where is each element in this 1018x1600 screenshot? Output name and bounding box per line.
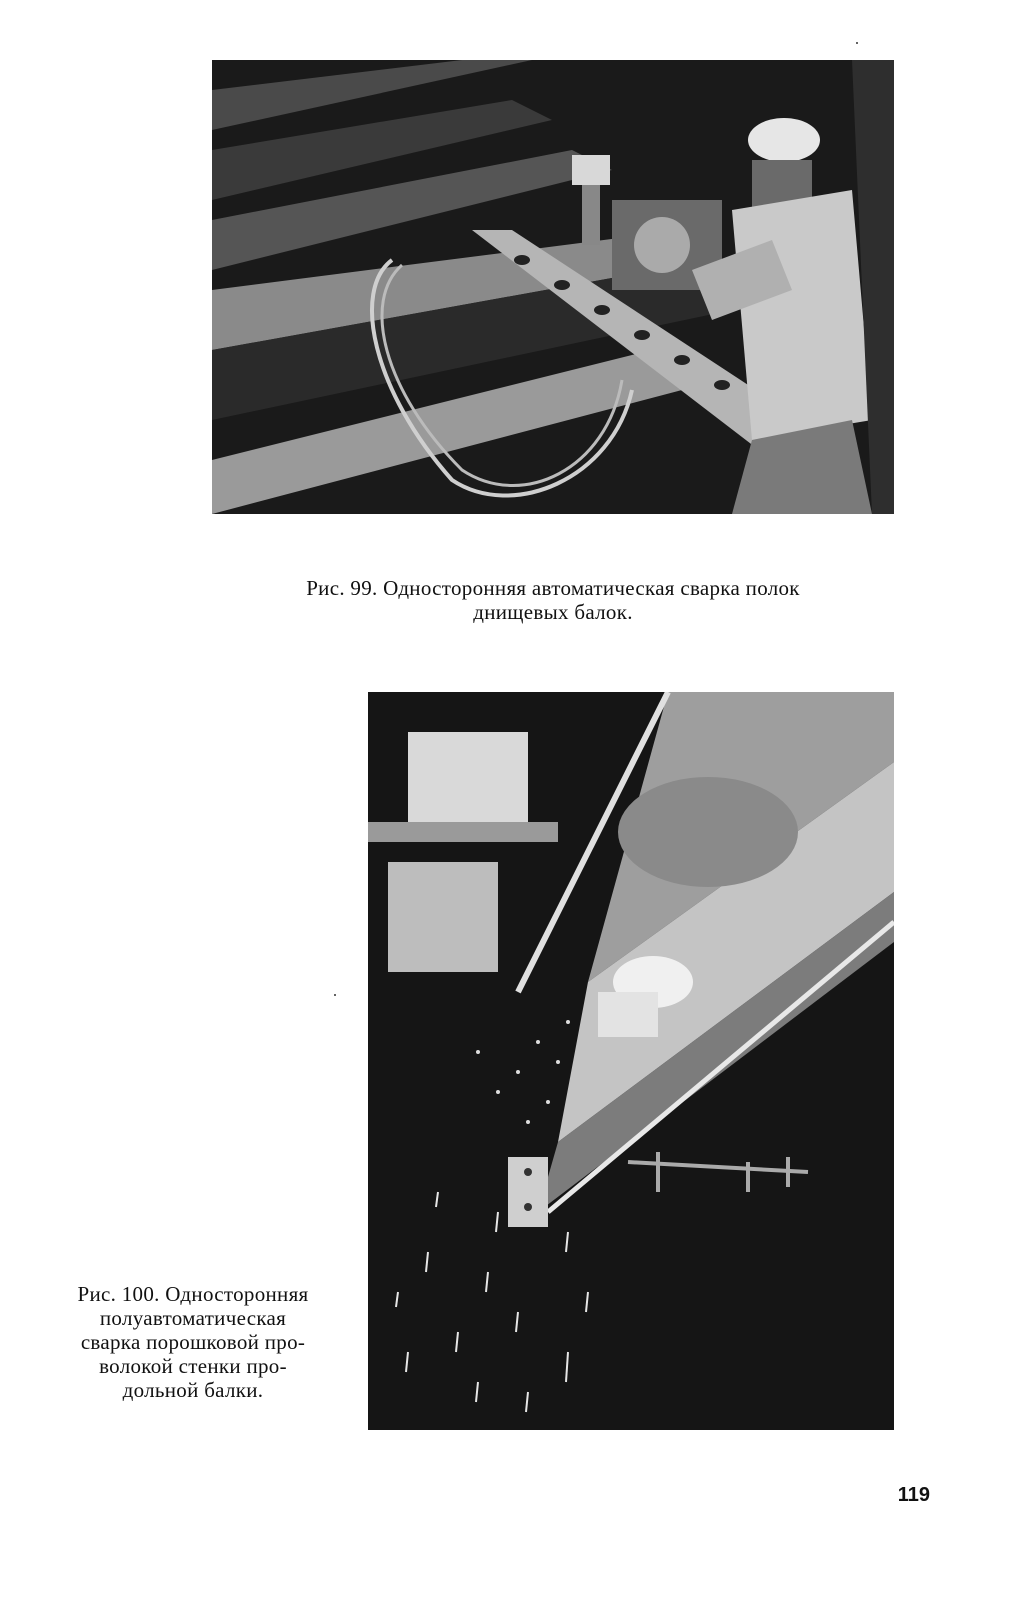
figure-99-photo [212,60,894,514]
figure-100-caption-line-2: полуавтоматическая [99,1306,287,1330]
scan-speck [334,994,336,996]
figure-100-photo [368,692,894,1430]
page-number: 119 [897,1484,930,1506]
figure-99-caption [212,576,894,624]
figure-100-caption-line-1: Рис. 100. Односторонняя [77,1282,309,1306]
figure-100-caption [48,1282,338,1402]
figure-100-caption-line-5: дольной балки. [122,1378,264,1402]
scan-speck [856,42,858,44]
figure-100-caption-line-3: сварка порошковой про- [80,1330,306,1354]
figure-100-caption-line-4: волокой стенки про- [99,1354,287,1378]
figure-99-caption-line-2: днищевых балок. [473,600,633,624]
figure-99-caption-line-1: Рис. 99. Односторонняя автоматическая сварка полок [306,576,800,600]
